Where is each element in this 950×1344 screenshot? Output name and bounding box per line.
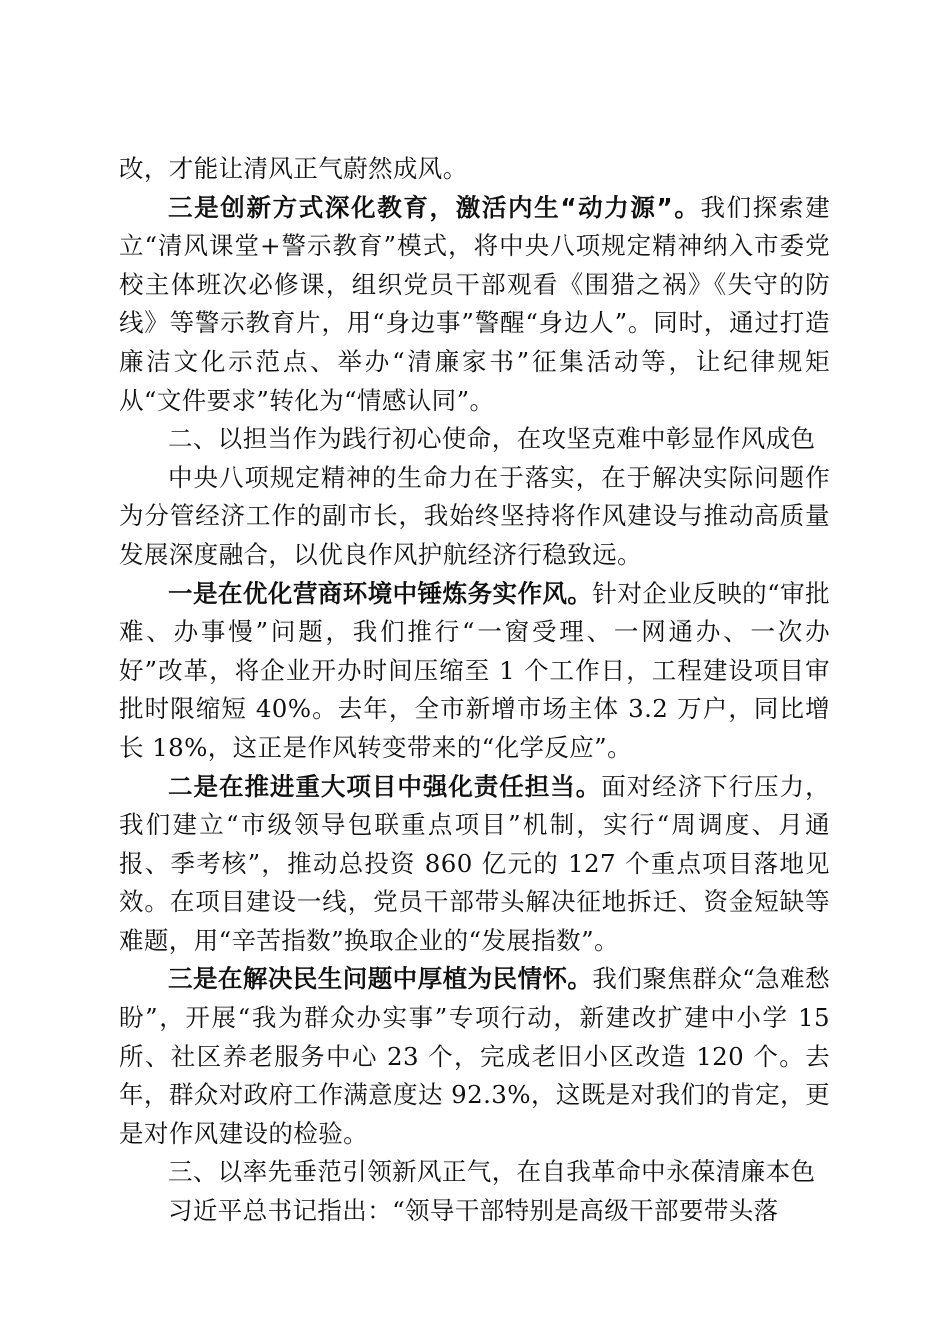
paragraph-body: 面对经济下行压力，我们建立“市级领导包联重点项目”机制，实行“周调度、月通报、季考核”，推动总投资 860 亿元的 127 个重点项目落地见效。在项目建设一线，党员干部带头解决征地拆迁、资金短缺等难题，用“辛苦指数”换取企业的“发展指数”。 bbox=[119, 771, 830, 955]
paragraph-continuation: 改，才能让清风正气蔚然成风。 bbox=[119, 154, 468, 183]
paragraph-body: 我们探索建立“清风课堂+警示教育”模式，将中央八项规定精神纳入市委党校主体班次必修课，组织党员干部观看《围猎之祸》《失守的防线》等警示教育片，用“身边事”警醒“身边人”。同时，通过打造廉洁文化示范点、举办“清廉家书”征集活动等，让纪律规矩从“文件要求”转化为“情感认同”。 bbox=[119, 192, 831, 415]
document-page bbox=[119, 150, 830, 1231]
paragraph-body: 针对企业反映的“审批难、办事慢”问题，我们推行“一窗受理、一网通办、一次办好”改革，将企业开办时间压缩至 1 个工作日，工程建设项目审批时限缩短 40%。去年，全市新增市场主体 3.2 万户，同比增长 18%，这正是作风转变带来的“化学反应”。 bbox=[119, 578, 830, 762]
paragraph-livelihood bbox=[119, 960, 830, 1153]
paragraph-body: 我们聚焦群众“急难愁盼”，开展“我为群众办实事”专项行动，新建改扩建中小学 15 所、社区养老服务中心 23 个，完成老旧小区改造 120 个。去年，群众对政府工作满意度达 92.3%，这既是对我们的肯定，更是对作风建设的检验。 bbox=[119, 964, 830, 1148]
paragraph-lead: 三是创新方式深化教育，激活内生“动力源”。 bbox=[168, 192, 701, 222]
paragraph-lead: 二是在推进重大项目中强化责任担当。 bbox=[168, 771, 602, 801]
paragraph-business-environment bbox=[119, 575, 830, 768]
paragraph-innovate-education bbox=[119, 189, 830, 421]
paragraph-lead: 三是在解决民生问题中厚植为民情怀。 bbox=[168, 964, 593, 994]
paragraph-implementation: 中央八项规定精神的生命力在于落实，在于解决实际问题作为分管经济工作的副市长，我始终坚持将作风建设与推动高质量发展深度融合，以优良作风护航经济行稳致远。 bbox=[119, 462, 830, 569]
section-heading-3: 三、以率先垂范引领新风正气，在自我革命中永葆清廉本色 bbox=[168, 1157, 816, 1187]
paragraph-quote-start: 习近平总书记指出：“领导干部特别是高级干部要带头落 bbox=[168, 1196, 779, 1226]
section-heading-2: 二、以担当作为践行初心使命，在攻坚克难中彰显作风成色 bbox=[168, 424, 816, 454]
paragraph-lead: 一是在优化营商环境中锤炼务实作风。 bbox=[168, 578, 593, 608]
paragraph-major-projects bbox=[119, 768, 830, 961]
